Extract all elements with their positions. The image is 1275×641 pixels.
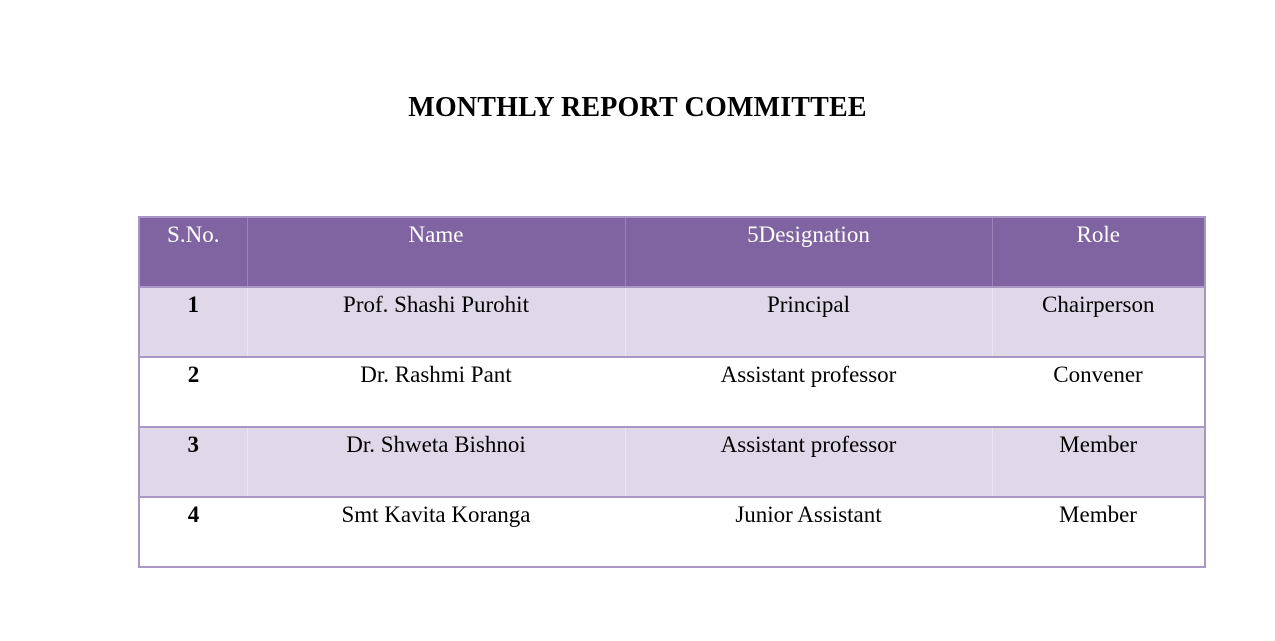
- table-row: [139, 497, 1205, 567]
- header-role: Role: [992, 217, 1205, 287]
- table-header-row: [139, 217, 1205, 287]
- header-sno: S.No.: [167, 222, 220, 247]
- header-name: Name: [247, 217, 625, 287]
- row-sno: 4: [187, 502, 200, 527]
- row-role: Member: [992, 427, 1205, 497]
- row-designation: Principal: [625, 287, 992, 357]
- row-sno: 1: [187, 292, 199, 317]
- row-role: Chairperson: [992, 287, 1205, 357]
- header-designation: 5Designation: [625, 217, 992, 287]
- table-row: [139, 427, 1205, 497]
- row-name: Prof. Shashi Purohit: [247, 287, 625, 357]
- row-role: Convener: [1053, 362, 1143, 387]
- row-name: Smt Kavita Koranga: [341, 502, 531, 527]
- row-sno: 2: [187, 362, 200, 387]
- table-row: [139, 287, 1205, 357]
- page-title: MONTHLY REPORT COMMITTEE: [408, 92, 867, 123]
- row-designation: Assistant professor: [625, 427, 992, 497]
- row-sno: 3: [187, 432, 199, 457]
- table-row: [139, 357, 1205, 427]
- row-designation: Assistant professor: [720, 362, 897, 387]
- row-name: Dr. Rashmi Pant: [360, 362, 512, 387]
- row-name: Dr. Shweta Bishnoi: [247, 427, 625, 497]
- committee-table: [138, 216, 1206, 568]
- row-designation: Junior Assistant: [735, 502, 882, 527]
- row-role: Member: [1059, 502, 1137, 527]
